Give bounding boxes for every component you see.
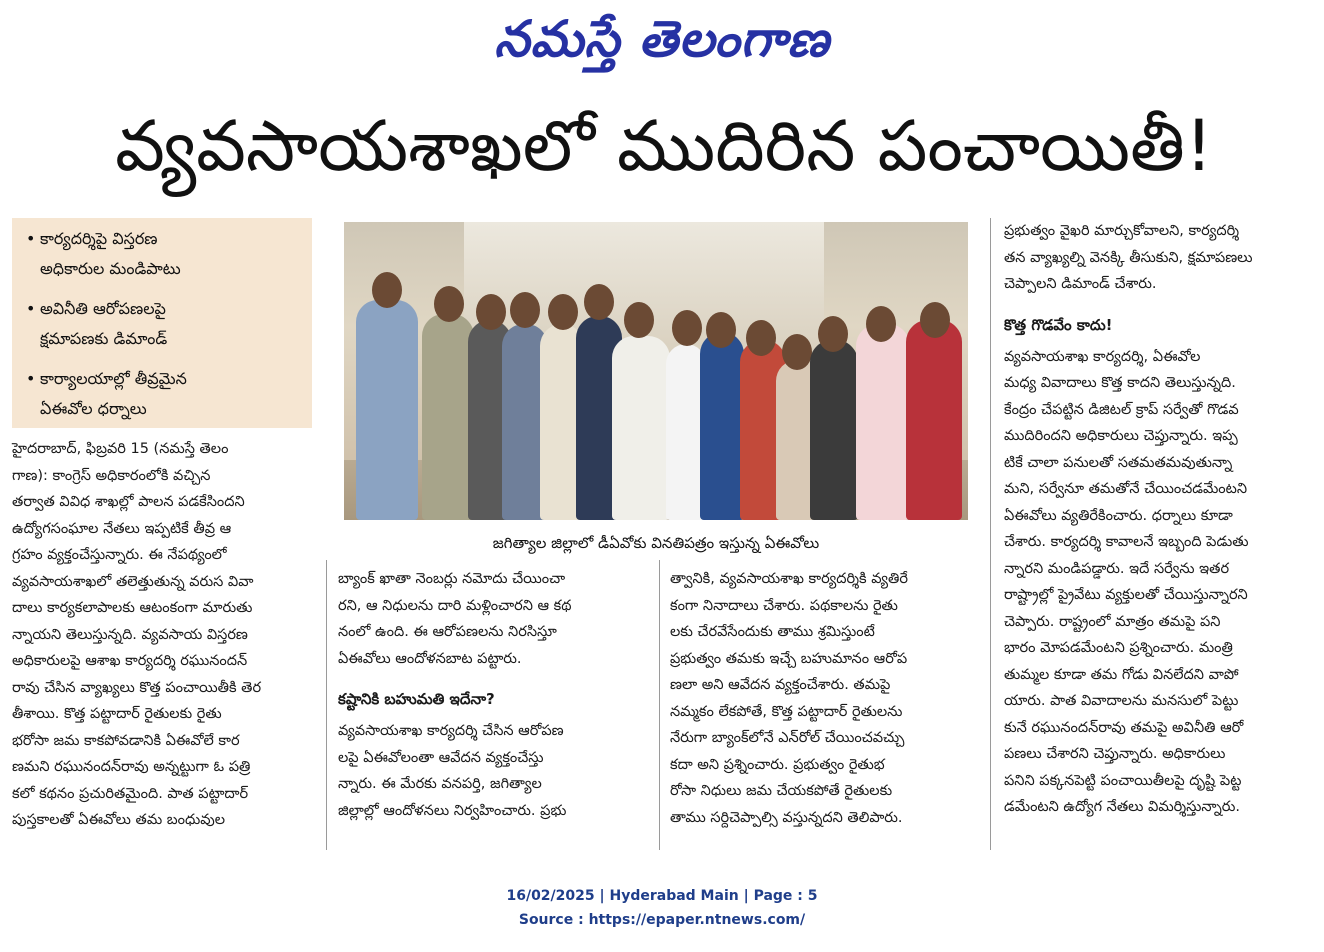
photo-head xyxy=(624,302,654,338)
photo-head xyxy=(746,320,776,356)
article-column-1: హైదరాబాద్, ఫిబ్రవరి 15 (నమస్తే తెలం గాణ): కాంగ్రెస్ అధికారంలోకి వచ్చిన తర్వాత వివిధ శాఖల్లో పాలన పడకేసిందని ఉద్యోగసంఘాల నేతలు ఇప్పటికే తీవ్ర ఆ గ్రహం వ్యక్తంచేస్తున్నారు. ఈ నేపథ్యంలో వ్యవసాయశాఖలో తలెత్తుతున్న వరుస వివా దాలు కార్యకలాపాలకు ఆటంకంగా మారుతు న్నాయని తెలుస్తున్నది. వ్యవసాయ విస్తరణ అధికారులపై ఆశాఖ కార్యదర్శి రఘునందన్ రావు చేసిన వ్యాఖ్యలు కొత్త పంచాయితీకి తెర తీశాయి. కొత్త పట్టాదార్ రైతులకు రైతు భరోసా జమ కాకపోవడానికి ఏఈవోలే కార ణమని రఘునందన్‌రావు అన్నట్టుగా ఓ పత్రి కలో కథనం ప్రచురితమైంది. పాత పట్టాదార్ పుస్తకాలతో ఏఈవోలు తమ బంధువుల xyxy=(12,441,262,828)
bullet-icon: • xyxy=(26,229,36,248)
article-column-3: త్వానికి, వ్యవసాయశాఖ కార్యదర్శికి వ్యతిరే కంగా నినాదాలు చేశారు. పథకాలను రైతు లకు చేరవేసేందుకు తాము శ్రమిస్తుంటే ప్రభుత్వం తమకు ఇచ్చే బహుమానం ఆరోప ణలా అని ఆవేదన వ్యక్తంచేశారు. తమపై నమ్మకం లేకపోతే, కొత్త పట్టాదార్ రైతులను నేరుగా బ్యాంక్‌లోనే ఎన్‌రోల్ చేయించవచ్చు కదా అని ప్రశ్నించారు. ప్రభుత్వం రైతుభ రోసా నిధులు జమ చేయకపోతే రైతులకు తాము సర్దిచెప్పాల్సి వస్తున్నదని తెలిపారు. xyxy=(670,571,908,826)
photo-person xyxy=(856,324,910,520)
photo-person xyxy=(906,320,962,520)
article-column-2: బ్యాంక్ ఖాతా నెంబర్లు నమోదు చేయించా రని, ఆ నిధులను దారి మళ్లించారని ఆ కథ నంలో ఉంది. ఈ ఆరోపణలను నిరసిస్తూ ఏఈవోలు ఆందోళనబాట పట్టారు. కష్టానికి బహుమతి ఇదేనా? వ్యవసాయశాఖ కార్యదర్శి చేసిన ఆరోపణ లపై ఏఈవోలంతా ఆవేదన వ్యక్తంచేస్తు న్నారు. ఈ మేరకు వనపర్తి, జగిత్యాల జిల్లాల్లో ఆందోళనలు నిర్వహించారు. ప్రభు xyxy=(338,566,644,824)
bullet-icon: • xyxy=(26,299,36,318)
subheading: కొత్త గొడవేం కాదు! xyxy=(1004,315,1113,334)
column-divider xyxy=(990,218,991,850)
highlights-box xyxy=(12,218,312,428)
photo-head xyxy=(782,334,812,370)
photo-person xyxy=(422,314,474,520)
photo-head xyxy=(548,294,578,330)
photo-head xyxy=(920,302,950,338)
column-divider xyxy=(659,560,660,850)
highlight-item: • కార్యదర్శిపై విస్తరణ అధికారుల మండిపాటు xyxy=(26,224,181,284)
photo-person xyxy=(810,340,858,520)
photo-head xyxy=(706,312,736,348)
photo-head xyxy=(866,306,896,342)
photo-head xyxy=(672,310,702,346)
highlight-item: • అవినీతి ఆరోపణలపై క్షమాపణకు డిమాండ్ xyxy=(26,294,167,354)
masthead-logo: నమస్తే తెలంగాణ xyxy=(494,10,830,68)
highlight-item: • కార్యాలయాల్లో తీవ్రమైన ఏఈవోల ధర్నాలు xyxy=(26,364,187,424)
article-column-4: ప్రభుత్వం వైఖరి మార్చుకోవాలని, కార్యదర్శి తన వ్యాఖ్యల్ని వెనక్కి తీసుకుని, క్షమాపణలు చెప్పాలని డిమాండ్ చేశారు. కొత్త గొడవేం కాదు! వ్యవసాయశాఖ కార్యదర్శి, ఏఈవోల మధ్య వివాదాలు కొత్త కాదని తెలుస్తున్నది. కేంద్రం చేపట్టిన డిజిటల్ క్రాప్ సర్వేతో గొడవ ముదిరిందని అధికారులు చెప్తున్నారు. ఇప్ప టికే చాలా పనులతో సతమతమవుతున్నా మని, సర్వేనూ తమతోనే చేయించడమేంటని ఏఈవోలు వ్యతిరేకించారు. ధర్నాలు కూడా చేశారు. కార్యదర్శి కావాలనే ఇబ్బంది పెడుతు న్నారని మండిపడ్డారు. ఇదే సర్వేను ఇతర రాష్ట్రాల్లో ప్రైవేటు వ్యక్తులతో చేయిస్తున్నారని చెప్పారు. రాష్ట్రంలో మాత్రం తమపై పని భారం మోపడమేంటని ప్రశ్నించారు. మంత్రి తుమ్మల కూడా తమ గోడు వినలేదని వాపో యారు. పాత వివాదాలను మనసులో పెట్టు కునే రఘునందన్‌రావు తమపై అవినీతి ఆరో పణలు చేశారని చెప్తున్నారు. అధికారులు పనిని పక్కనపెట్టి పంచాయితీలపై దృష్టి పెట్ట డమేంటని ఉద్యోగ నేతలు విమర్శిస్తున్నారు. xyxy=(1004,218,1312,821)
footer-source: Source : https://epaper.ntnews.com/ xyxy=(518,912,806,928)
bullet-icon: • xyxy=(26,369,36,388)
photo-person xyxy=(612,336,670,520)
footer-date-edition: 16/02/2025 | Hyderabad Main | Page : 5 xyxy=(506,888,818,904)
subheading: కష్టానికి బహుమతి ఇదేనా? xyxy=(338,690,495,708)
photo-head xyxy=(584,284,614,320)
photo-person xyxy=(700,332,744,520)
news-photo xyxy=(344,222,968,520)
photo-person xyxy=(356,300,418,520)
photo-head xyxy=(818,316,848,352)
photo-head xyxy=(476,294,506,330)
column-divider xyxy=(326,560,327,850)
photo-head xyxy=(510,292,540,328)
photo-head xyxy=(372,272,402,308)
photo-head xyxy=(434,286,464,322)
headline: వ్యవసాయశాఖలో ముదిరిన పంచాయితీ! xyxy=(115,105,1213,187)
photo-caption: జగిత్యాల జిల్లాలో డీఏవోకు వినతిపత్రం ఇస్తున్న ఏఈవోలు xyxy=(492,534,820,552)
